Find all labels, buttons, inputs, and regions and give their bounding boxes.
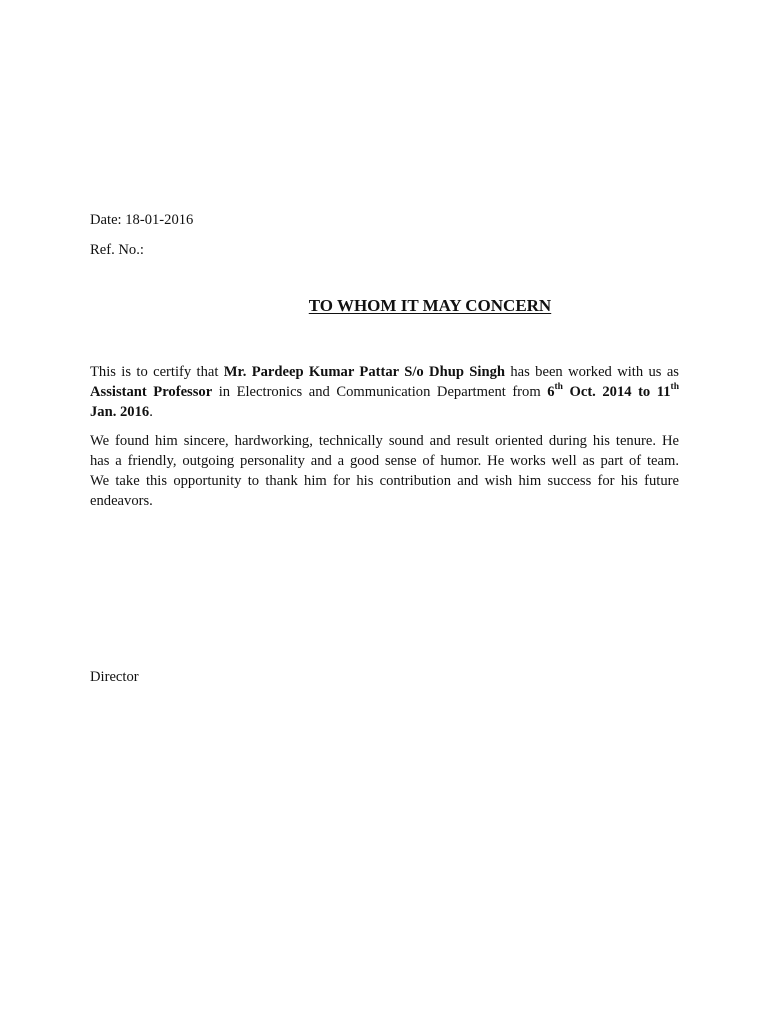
date-line: Date: 18-01-2016	[90, 212, 194, 228]
tenure-end: Jan. 2016	[90, 404, 150, 420]
tenure-start-suffix: th	[554, 382, 563, 393]
signatory-title: Director	[90, 669, 139, 685]
employee-designation: Assistant Professor	[90, 384, 213, 400]
tenure-end-suffix: th	[670, 382, 679, 393]
cert-line-1	[90, 362, 679, 382]
cert-line-3	[90, 402, 679, 422]
cert-mid-2: in Electronics and Communication Department from	[212, 384, 548, 400]
tenure-start	[547, 384, 679, 400]
reference-number: Ref. No.:	[90, 242, 144, 258]
recommendation-line-2: has a friendly, outgoing personality and a good sense of humor. He works well as part of team.	[90, 453, 679, 469]
letter-title: TO WHOM IT MAY CONCERN	[308, 296, 552, 315]
recommendation-paragraph	[90, 431, 679, 511]
cert-mid-1: has been worked with us as	[505, 364, 679, 380]
cert-end: .	[149, 404, 153, 420]
recommendation-line-1: We found him sincere, hardworking, technically sound and result oriented during his tenure. He	[90, 433, 679, 449]
tenure-start-rest: Oct. 2014 to 11	[562, 384, 671, 400]
cert-line-2	[90, 382, 679, 402]
employee-name: Mr. Pardeep Kumar Pattar S/o Dhup Singh	[223, 364, 505, 380]
tenure-start-day: 6	[547, 384, 555, 400]
cert-intro: This is to certify that	[90, 364, 224, 380]
recommendation-line-4: endeavors.	[90, 493, 153, 509]
certification-paragraph	[90, 362, 679, 422]
recommendation-line-3: We take this opportunity to thank him for his contribution and wish him success for his future	[90, 473, 679, 489]
